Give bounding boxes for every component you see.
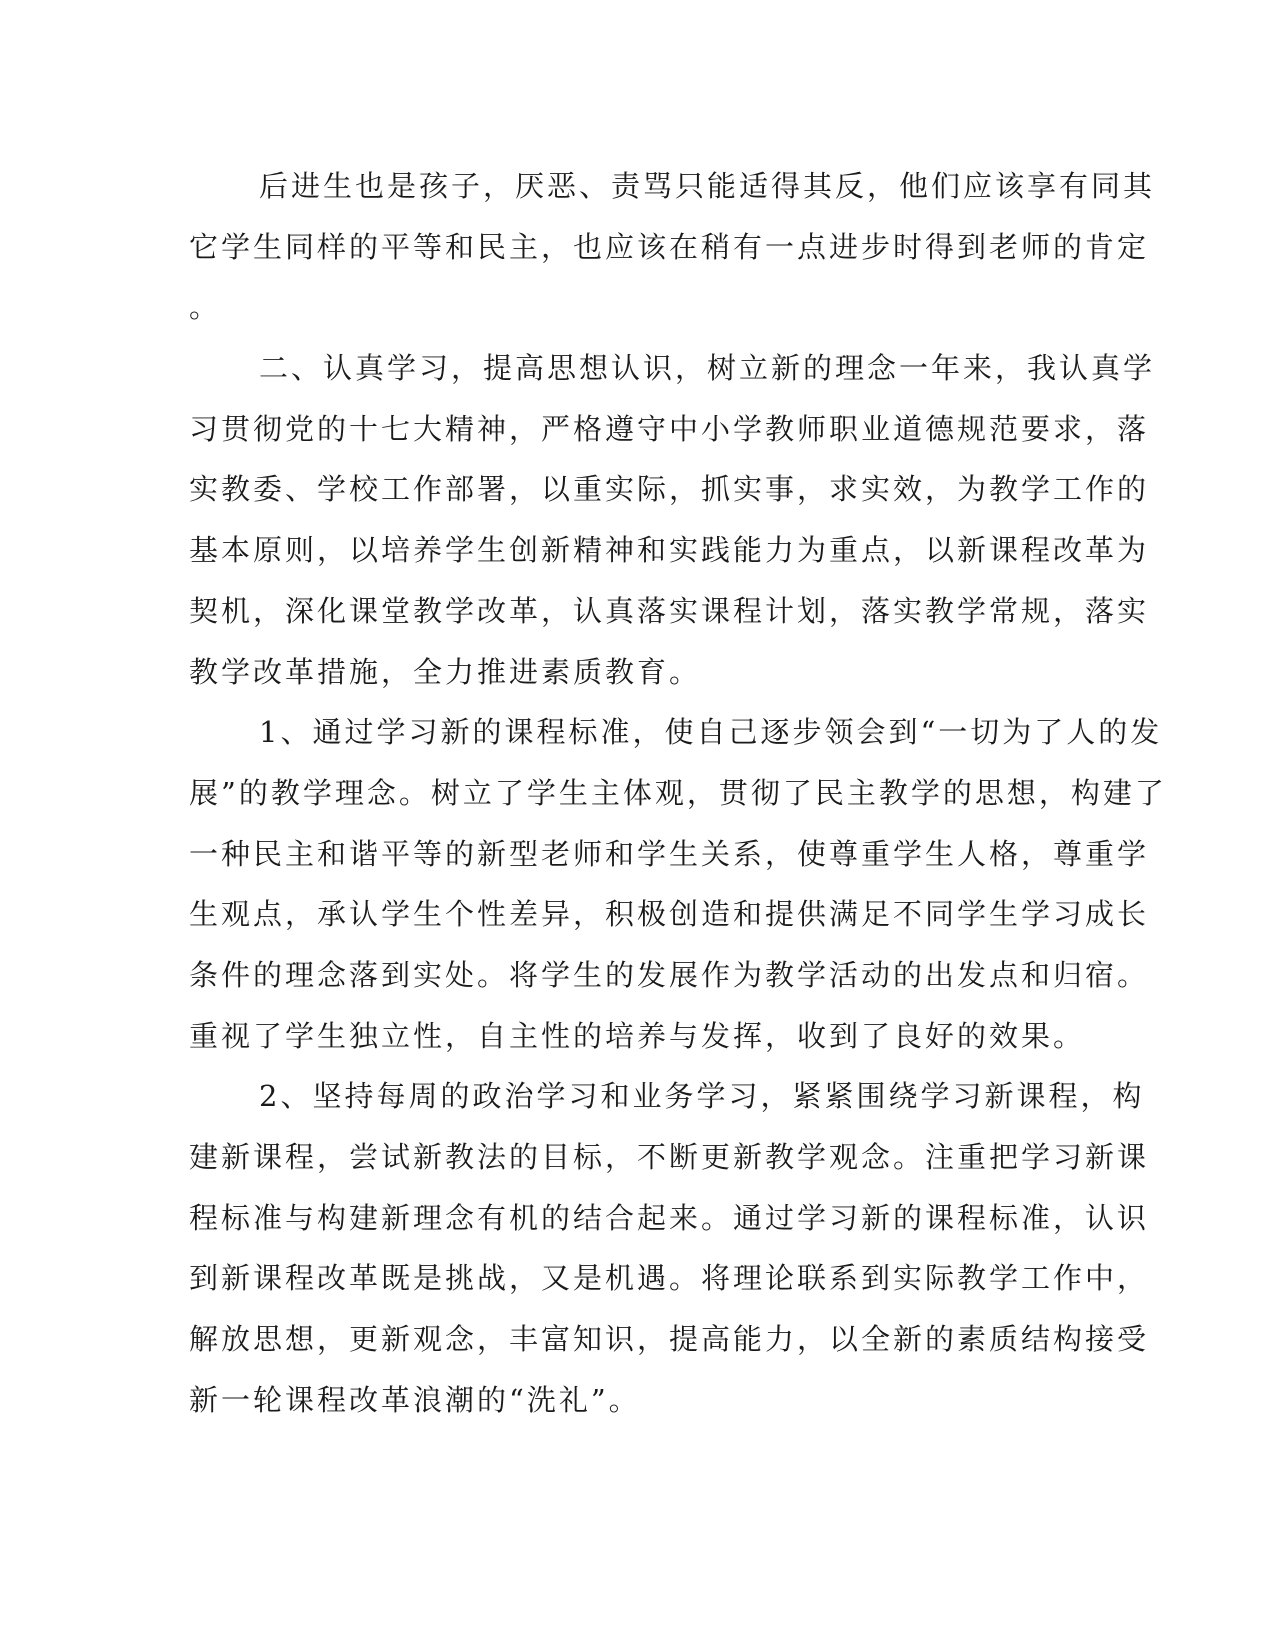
text-line: 1、通过学习新的课程标准，使自己逐步领会到“一切为了人的发 bbox=[259, 715, 1163, 750]
text-line: 契机，深化课堂教学改革，认真落实课程计划，落实教学常规，落实 bbox=[189, 593, 1150, 628]
text-line: 教学改革措施，全力推进素质教育。 bbox=[189, 654, 702, 689]
text-line: 一种民主和谐平等的新型老师和学生关系，使尊重学生人格，尊重学 bbox=[189, 836, 1150, 871]
text-line: 重视了学生独立性，自主性的培养与发挥，收到了良好的效果。 bbox=[189, 1018, 1086, 1053]
text-line: 2、坚持每周的政治学习和业务学习，紧紧围绕学习新课程，构 bbox=[259, 1079, 1145, 1114]
body-text bbox=[189, 156, 1167, 1430]
text-line: 它学生同样的平等和民主，也应该在稍有一点进步时得到老师的肯定 bbox=[189, 229, 1150, 264]
text-line: 实教委、学校工作部署，以重实际，抓实事，求实效，为教学工作的 bbox=[189, 472, 1150, 507]
text-line: 后进生也是孩子，厌恶、责骂只能适得其反，他们应该享有同其 bbox=[259, 169, 1156, 203]
text-line: 。 bbox=[189, 290, 222, 325]
text-line: 程标准与构建新理念有机的结合起来。通过学习新的课程标准，认识 bbox=[189, 1200, 1150, 1235]
text-line: 条件的理念落到实处。将学生的发展作为教学活动的出发点和归宿。 bbox=[189, 957, 1150, 992]
text-line: 生观点，承认学生个性差异，积极创造和提供满足不同学生学习成长 bbox=[189, 897, 1150, 932]
text-line: 展”的教学理念。树立了学生主体观，贯彻了民主教学的思想，构建了 bbox=[189, 775, 1167, 810]
text-line: 二、认真学习，提高思想认识，树立新的理念一年来，我认真学 bbox=[259, 351, 1156, 386]
text-line: 解放思想，更新观念，丰富知识，提高能力，以全新的素质结构接受 bbox=[189, 1322, 1150, 1357]
text-line: 新一轮课程改革浪潮的“洗礼”。 bbox=[189, 1382, 641, 1417]
text-line: 习贯彻党的十七大精神，严格遵守中小学教师职业道德规范要求，落 bbox=[189, 411, 1150, 446]
text-line: 基本原则，以培养学生创新精神和实践能力为重点，以新课程改革为 bbox=[189, 533, 1150, 568]
text-line: 到新课程改革既是挑战，又是机遇。将理论联系到实际教学工作中， bbox=[189, 1261, 1150, 1296]
text-line: 建新课程，尝试新教法的目标，不断更新教学观念。注重把学习新课 bbox=[189, 1140, 1150, 1174]
